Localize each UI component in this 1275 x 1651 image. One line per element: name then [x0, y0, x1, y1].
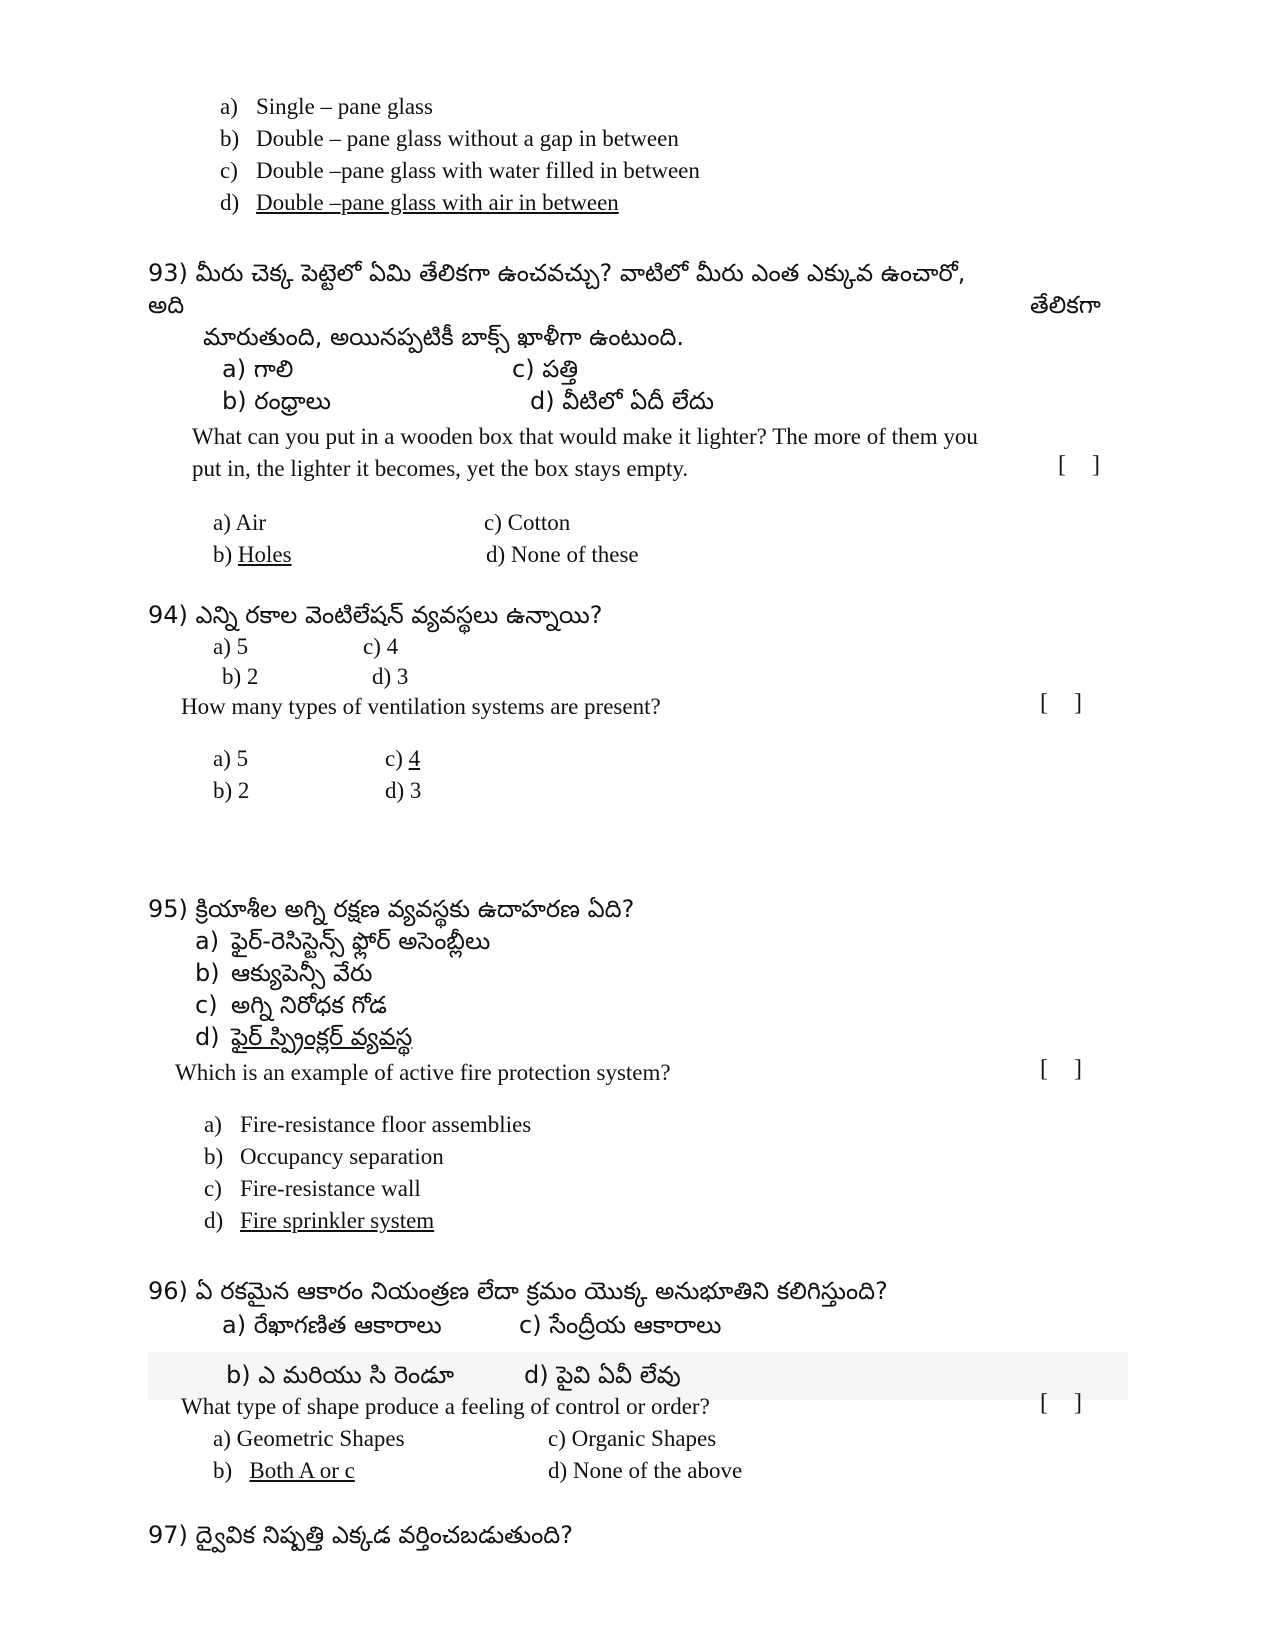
q95-telugu-option-b: b) ఆక్యుపెన్సీ వేరు: [195, 959, 373, 987]
q95-english-question: Which is an example of active fire protection system?: [175, 1060, 671, 1085]
q93-telugu-line3: మారుతుంది, అయినప్పటికీ బాక్స్ ఖాళీగా ఉంటుంది.: [203, 323, 685, 351]
q95-english-option-c: c) Fire-resistance wall: [204, 1176, 421, 1201]
q94-english-option-d: d) 3: [385, 778, 422, 803]
q93-english-option-b: b) Holes: [213, 542, 292, 567]
correct-answer: 4: [408, 746, 421, 771]
q94-english-option-c: c) 4: [385, 746, 421, 771]
q93-telugu-option-c: c) పత్తి: [512, 355, 579, 383]
q96-english-option-c: c) Organic Shapes: [548, 1426, 717, 1451]
q94-english-option-a: a) 5: [213, 746, 249, 771]
q93-english-option-d: d) None of these: [486, 542, 639, 567]
q97-telugu-question: 97) ద్వైవిక నిష్పత్తి ఎక్కడ వర్తించబడుతుంది?: [148, 1521, 573, 1549]
q93-english-line1: What can you put in a wooden box that would make it lighter? The more of them you: [192, 424, 978, 449]
q95-answer-bracket: [ ]: [1040, 1056, 1092, 1082]
q94-english-option-b: b) 2: [213, 778, 250, 803]
q94-telugu-option-a: a) 5: [213, 634, 249, 659]
q94-telugu-option-b: b) 2: [222, 664, 259, 689]
q95-english-option-a: a) Fire-resistance floor assemblies: [204, 1112, 532, 1137]
q96-english-option-a: a) Geometric Shapes: [213, 1426, 405, 1451]
q96-telugu-question: 96) ఏ రకమైన ఆకారం నియంత్రణ లేదా క్రమం యొక్క అనుభూతిని కలిగిస్తుంది?: [148, 1277, 888, 1305]
correct-answer: Holes: [237, 542, 292, 567]
q94-telugu-option-d: d) 3: [372, 664, 409, 689]
correct-answer: Both A or c: [249, 1458, 355, 1483]
q94-answer-bracket: [ ]: [1040, 690, 1092, 716]
q95-telugu-option-a: a) ఫైర్-రెసిస్టెన్స్ ఫ్లోర్ అసెంబ్లీలు: [195, 927, 491, 955]
q93-telugu-option-d: d) వీటిలో ఏదీ లేదు: [530, 387, 715, 415]
q93-telugu-option-b: b) రంధ్రాలు: [222, 387, 331, 415]
correct-answer: ఫైర్ స్ప్రింక్లర్ వ్యవస్థ: [231, 1023, 413, 1051]
q94-english-question: How many types of ventilation systems are present?: [181, 694, 661, 719]
q95-english-option-d: d) Fire sprinkler system: [204, 1208, 435, 1233]
q96-english-option-b: b) Both A or c: [213, 1458, 355, 1483]
q95-telugu-question: 95) క్రియాశీల అగ్ని రక్షణ వ్యవస్థకు ఉదాహరణ ఏది?: [148, 895, 635, 923]
correct-answer: Fire sprinkler system: [240, 1208, 435, 1233]
q92-option-c: c) Double –pane glass with water filled in between: [220, 158, 700, 183]
q93-english-option-a: a) Air: [213, 510, 267, 535]
q95-english-option-b: b) Occupancy separation: [204, 1144, 444, 1169]
q96-telugu-option-d: d) పైవి ఏవీ లేవు: [524, 1361, 681, 1389]
q92-option-a: a) Single – pane glass: [220, 94, 433, 119]
q96-english-question: What type of shape produce a feeling of control or order?: [181, 1394, 710, 1419]
q93-english-line2: put in, the lighter it becomes, yet the box stays empty.: [192, 456, 689, 481]
q93-telugu-option-a: a) గాలి: [222, 355, 294, 383]
q96-telugu-option-a: a) రేఖాగణిత ఆకారాలు: [222, 1311, 442, 1339]
q92-option-b: b) Double – pane glass without a gap in between: [220, 126, 679, 151]
q93-answer-bracket: [ ]: [1058, 452, 1110, 478]
q93-telugu-line2-end: తేలికగా: [1030, 291, 1101, 319]
q93-telugu-line2-start: అది: [148, 291, 185, 319]
q93-telugu-line1: 93) మీరు చెక్క పెట్టెలో ఏమి తేలికగా ఉంచవచ్చు? వాటిలో మీరు ఎంత ఎక్కువ ఉంచారో,: [148, 259, 966, 287]
q96-english-option-d: d) None of the above: [548, 1458, 743, 1483]
q95-telugu-option-d: d) ఫైర్ స్ప్రింక్లర్ వ్యవస్థ: [195, 1023, 413, 1051]
q96-answer-bracket: [ ]: [1040, 1390, 1092, 1416]
q94-telugu-option-c: c) 4: [363, 634, 399, 659]
q94-telugu-question: 94) ఎన్ని రకాల వెంటిలేషన్ వ్యవస్థలు ఉన్నాయి?: [148, 601, 603, 629]
q96-telugu-option-c: c) సేంద్రీయ ఆకారాలు: [519, 1311, 722, 1339]
q92-option-d: d) Double –pane glass with air in between: [220, 190, 619, 215]
q95-telugu-option-c: c) అగ్ని నిరోధక గోడ: [195, 991, 387, 1019]
q93-english-option-c: c) Cotton: [484, 510, 571, 535]
correct-answer: Double –pane glass with air in between: [256, 190, 619, 215]
q96-telugu-option-b: b) ఎ మరియు సి రెండూ: [226, 1361, 455, 1389]
